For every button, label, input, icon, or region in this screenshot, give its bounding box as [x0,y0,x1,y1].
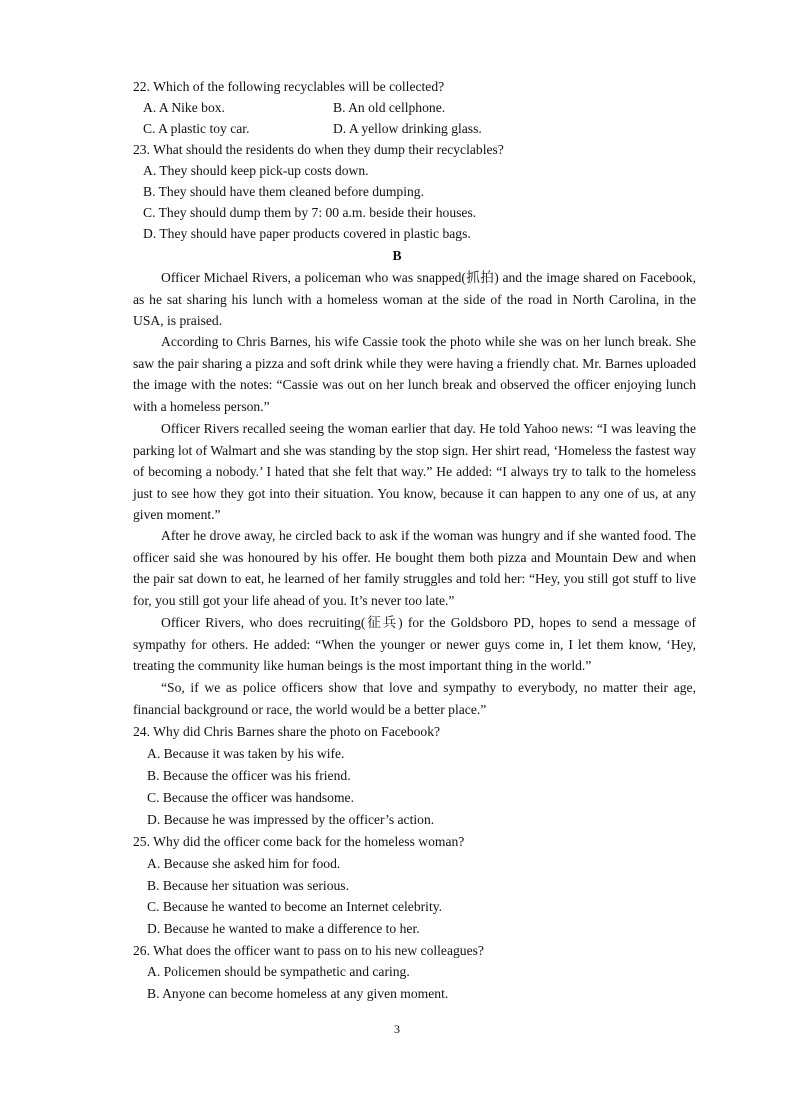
question-25: 25. Why did the officer come back for the homeless woman? [133,834,465,849]
q22-option-b: B. An old cellphone. [333,100,446,115]
question-22: 22. Which of the following recyclables will be collected? [133,79,445,94]
q23-option-a: A. They should keep pick-up costs down. [143,163,369,178]
q26-option-a: A. Policemen should be sympathetic and caring. [147,964,410,979]
passage-paragraph-4: After he drove away, he circled back to ask if the woman was hungry and if she wanted food. The officer said she was honoured by his offer. He bought them both pizza and Mountain Dew and when the pair sat down to eat, he learned of her family struggles and told her: “Hey, you still got stuff to live for, you still got your life ahead of you. It’s never too late.” [133,528,696,608]
q24-option-a: A. Because it was taken by his wife. [147,746,345,761]
q22-option-d: D. A yellow drinking glass. [333,121,482,136]
q22-option-c: C. A plastic toy car. [143,121,250,136]
q23-option-c: C. They should dump them by 7: 00 a.m. beside their houses. [143,205,477,220]
q25-option-d: D. Because he wanted to make a difference to her. [147,921,420,936]
q24-option-c: C. Because the officer was handsome. [147,790,354,805]
q26-option-b: B. Anyone can become homeless at any given moment. [147,986,449,1001]
passage-paragraph-2: According to Chris Barnes, his wife Cassie took the photo while she was on her lunch break. She saw the pair sharing a pizza and soft drink while they were having a friendly chat. Mr. Barnes uploaded the image with the notes: “Cassie was out on her lunch break and observed the officer enjoying lunch with a homeless person.” [133,334,696,414]
passage-paragraph-6: “So, if we as police officers show that love and sympathy to everybody, no matter their age, financial background or race, the world would be a better place.” [133,680,696,717]
q24-option-d: D. Because he was impressed by the officer’s action. [147,812,435,827]
page-number: 3 [394,1022,400,1036]
passage-paragraph-5: Officer Rivers, who does recruiting(征兵) for the Goldsboro PD, hopes to send a message of sympathy for others. He added: “When the younger or newer guys come in, I let them know, ‘Hey, treating the community like human beings is the most important thing in the world.” [133,615,696,674]
q22-option-a: A. A Nike box. [143,100,225,115]
q24-option-b: B. Because the officer was his friend. [147,768,351,783]
section-heading: B [392,248,402,263]
q25-option-b: B. Because her situation was serious. [147,878,349,893]
q25-option-a: A. Because she asked him for food. [147,856,341,871]
question-24: 24. Why did Chris Barnes share the photo on Facebook? [133,724,441,739]
q23-option-d: D. They should have paper products covered in plastic bags. [143,226,471,241]
q23-option-b: B. They should have them cleaned before dumping. [143,184,424,199]
question-26: 26. What does the officer want to pass on to his new colleagues? [133,943,484,958]
question-23: 23. What should the residents do when they dump their recyclables? [133,142,504,157]
passage-paragraph-1: Officer Michael Rivers, a policeman who was snapped(抓拍) and the image shared on Facebook, as he sat sharing his lunch with a homeless woman at the side of the road in North Carolina, in the USA, is praised. [133,270,696,329]
q25-option-c: C. Because he wanted to become an Internet celebrity. [147,899,443,914]
passage-paragraph-3: Officer Rivers recalled seeing the woman earlier that day. He told Yahoo news: “I was leaving the parking lot of Walmart and she was standing by the stop sign. Her shirt read, ‘Homeless the fastest way of becoming a nobody.’ I hated that she felt that way.” He added: “I always try to talk to the homeless just to see how they got into their situation. You know, because it can happen to any one of us, at any given moment.” [133,421,696,523]
